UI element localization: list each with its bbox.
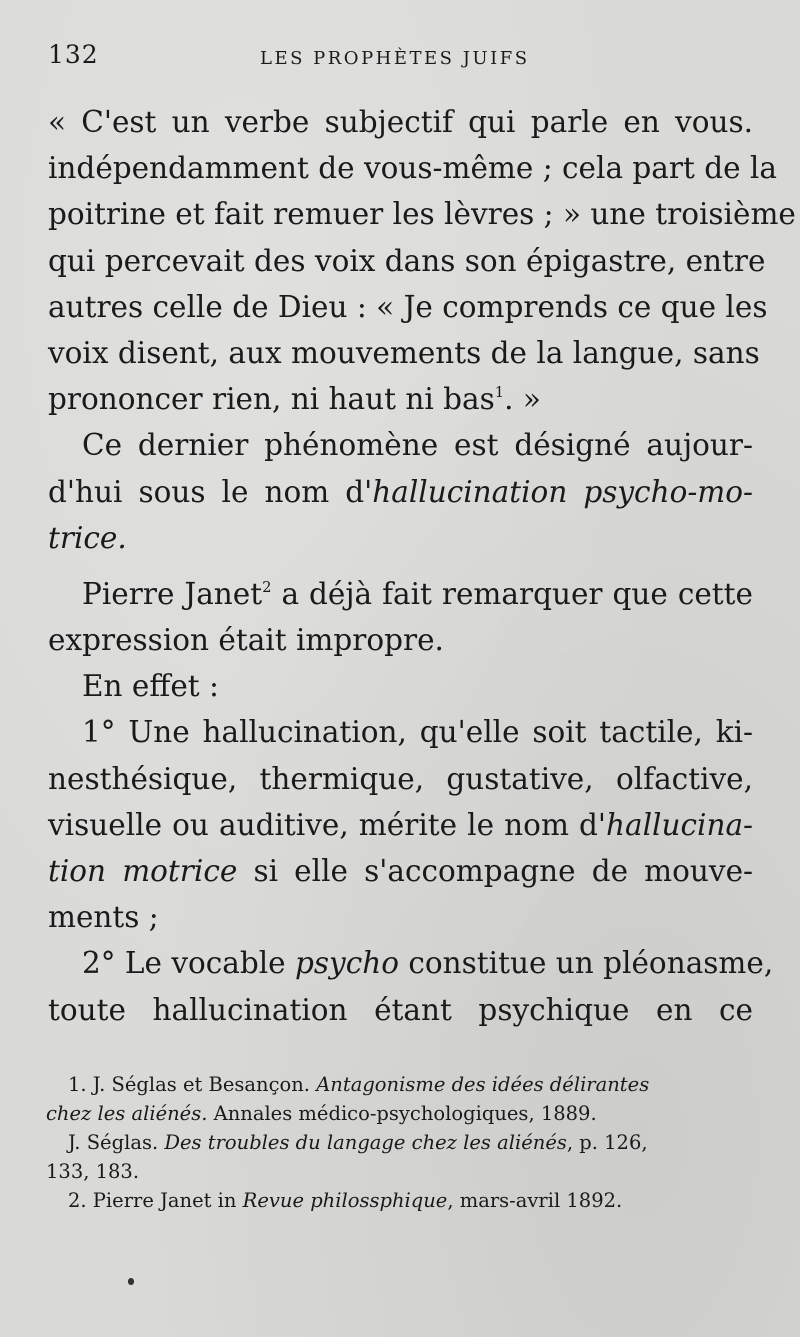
italic-title: Antagonisme des idées délirantes bbox=[316, 1073, 650, 1096]
italic-title: Revue philossphique bbox=[242, 1189, 448, 1212]
text-line: expression était impropre. bbox=[48, 623, 444, 658]
footnote-line: 133, 183. bbox=[46, 1160, 140, 1183]
text-line bbox=[48, 515, 753, 561]
text-line: « C'est un verbe subjectif qui parle en vous. bbox=[48, 105, 753, 139]
italic-term: hallucination psycho-mo- bbox=[372, 474, 753, 509]
text-line: Ce dernier phénomène est désigné aujour- bbox=[82, 428, 753, 463]
text-line bbox=[48, 469, 753, 515]
text-line: poitrine et fait remuer les lèvres ; » une troisième bbox=[48, 197, 796, 232]
text-segment: si elle s'accompagne de mouve- bbox=[237, 854, 754, 888]
text-line: ments ; bbox=[48, 900, 159, 935]
text-segment: prononcer rien, ni haut ni bas bbox=[48, 382, 495, 417]
footnote-ref: 2 bbox=[262, 579, 272, 597]
footnote-line bbox=[46, 1186, 753, 1215]
italic-term: psycho bbox=[295, 946, 399, 981]
text-line bbox=[48, 571, 753, 617]
text-segment: d'hui sous le nom d' bbox=[48, 474, 373, 509]
footnote-line bbox=[46, 1070, 753, 1099]
text-segment: a déjà fait remarquer que cette bbox=[271, 576, 753, 611]
text-line bbox=[48, 940, 774, 986]
ink-speck bbox=[128, 1278, 134, 1285]
text-line: autres celle de Dieu : « Je comprends ce que les bbox=[48, 289, 768, 324]
text-line bbox=[48, 802, 753, 848]
text-line: voix disent, aux mouvements de la langue, sans bbox=[48, 335, 760, 370]
text-segment: Annales médico-psychologiques, 1889. bbox=[207, 1102, 597, 1125]
footnotes bbox=[46, 1070, 753, 1215]
paragraph-gap bbox=[48, 561, 753, 571]
body-text bbox=[48, 99, 796, 1033]
footnote-ref: 1 bbox=[494, 384, 505, 402]
text-segment: Pierre Janet bbox=[82, 576, 263, 611]
running-title: LES PROPHÈTES JUIFS bbox=[260, 48, 530, 69]
text-segment: J. Séglas. bbox=[68, 1131, 165, 1154]
text-segment: 2° Le vocable bbox=[82, 946, 296, 981]
italic-term: hallucina- bbox=[606, 807, 753, 842]
footnote-line bbox=[46, 1099, 753, 1128]
text-line bbox=[48, 848, 753, 894]
text-line: 1° Une hallucination, qu'elle soit tactile, ki- bbox=[82, 715, 753, 750]
text-line: nesthésique, thermique, gustative, olfactive, bbox=[48, 761, 753, 796]
text-line: En effet : bbox=[82, 669, 219, 704]
italic-term: tion motrice bbox=[48, 854, 238, 888]
text-line: qui percevait des voix dans son épigastre, entre bbox=[48, 243, 766, 278]
text-segment: visuelle ou auditive, mérite le nom d' bbox=[48, 807, 607, 842]
italic-title: chez les aliénés. bbox=[46, 1102, 208, 1125]
text-line bbox=[48, 376, 753, 422]
text-segment: 1. J. Séglas et Besançon. bbox=[68, 1073, 317, 1096]
running-head bbox=[48, 40, 753, 80]
italic-term: trice. bbox=[48, 520, 127, 555]
text-segment: . » bbox=[504, 382, 541, 417]
text-segment: constitue un pléonasme, bbox=[399, 946, 774, 981]
italic-title: Des troubles du langage chez les aliénés bbox=[164, 1131, 567, 1154]
text-segment: 2. Pierre Janet in bbox=[68, 1189, 243, 1212]
text-segment: , p. 126, bbox=[566, 1131, 648, 1154]
text-line: toute hallucination étant psychique en ce bbox=[48, 992, 753, 1027]
text-line: indépendamment de vous-même ; cela part de la bbox=[48, 151, 777, 186]
text-segment: , mars-avril 1892. bbox=[447, 1189, 623, 1212]
page-number: 132 bbox=[48, 40, 99, 69]
footnote-line bbox=[46, 1128, 753, 1157]
